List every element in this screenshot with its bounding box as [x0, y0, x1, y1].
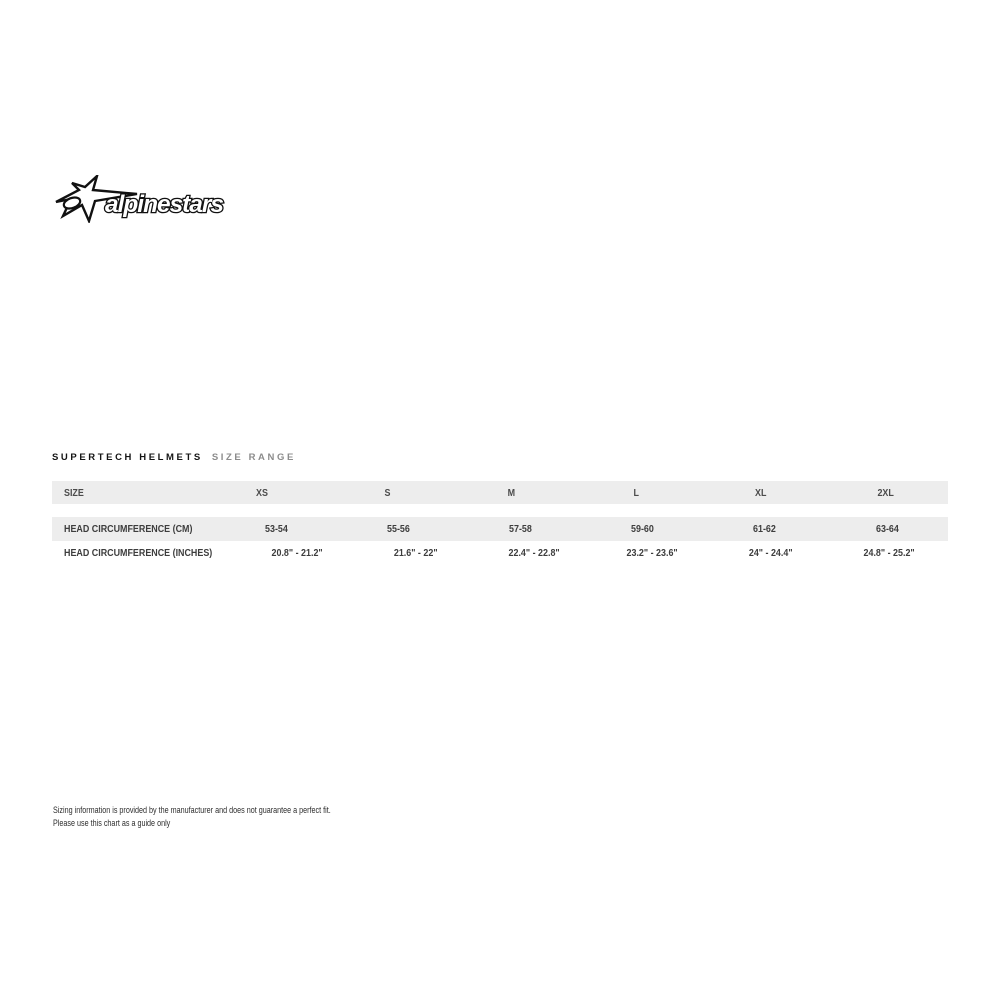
cm-value-xl: 61-62 — [753, 523, 777, 535]
cm-value-s: 55-56 — [386, 523, 410, 535]
disclaimer-line-2: Please use this chart as a guide only — [53, 818, 171, 828]
sizing-disclaimer — [53, 804, 400, 830]
section-title — [52, 452, 296, 463]
header-cell-xl: XL — [755, 486, 767, 499]
header-cell-2xl: 2XL — [877, 486, 894, 499]
alpinestars-logo — [55, 175, 227, 223]
header-cell-size: SIZE — [64, 486, 84, 499]
alpinestars-wordmark: alpinestars — [105, 191, 224, 218]
header-cell-m: M — [507, 486, 516, 499]
inches-value-l: 23.2" - 23.6" — [626, 547, 678, 559]
inches-value-2xl: 24.8" - 25.2" — [863, 547, 915, 559]
size-range-table — [52, 481, 948, 565]
table-row-circumference-cm — [52, 517, 948, 541]
section-title-sub: SIZE RANGE — [211, 452, 296, 463]
row-label-inches: HEAD CIRCUMFERENCE (INCHES) — [64, 547, 213, 559]
inches-value-xs: 20.8" - 21.2" — [271, 547, 324, 559]
disclaimer-line-1: Sizing information is provided by the manufacturer and does not guarantee a perfect fit. — [53, 805, 331, 815]
header-cell-xs: XS — [256, 486, 269, 499]
row-label-cm: HEAD CIRCUMFERENCE (CM) — [64, 523, 193, 535]
cm-value-xs: 53-54 — [264, 523, 288, 535]
header-cell-s: S — [384, 486, 390, 499]
inches-value-m: 22.4" - 22.8" — [508, 547, 560, 559]
table-row-circumference-inches — [52, 541, 948, 565]
section-title-main: SUPERTECH HELMETS — [52, 452, 203, 463]
cm-value-m: 57-58 — [509, 523, 532, 535]
inches-value-xl: 24" - 24.4" — [748, 547, 793, 559]
header-cell-l: L — [633, 486, 640, 499]
table-header-row — [52, 481, 948, 504]
cm-value-2xl: 63-64 — [875, 523, 899, 535]
inches-value-s: 21.6" - 22" — [393, 547, 438, 559]
cm-value-l: 59-60 — [631, 523, 655, 535]
